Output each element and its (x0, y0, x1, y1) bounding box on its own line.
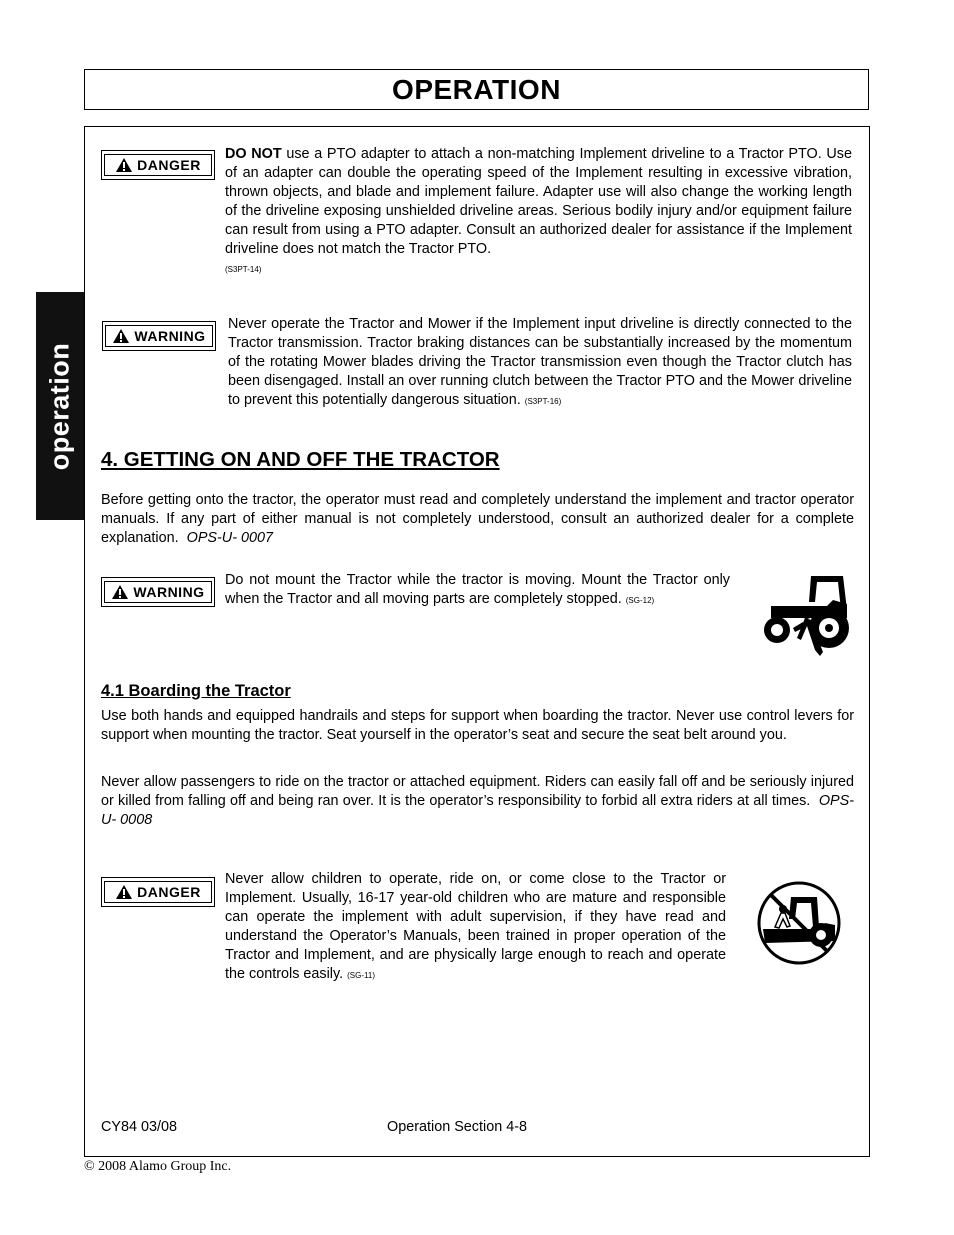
message-text: use a PTO adapter to attach a non-matching Implement driveline to a Tractor PTO. Use of an adapter can double the operating speed of the Implement resulting in excessive vibration, thrown objects, and blade and implement failure. Adapter use will also change the working length of the driveline exposing unshielded driveline areas. Serious bodily injury and/or equipment failure can result from using a PTO adapter. Consult an authorized dealer for assistance if the Implement driveline does not match the Tractor PTO. (225, 146, 852, 257)
paragraph-text: Before getting onto the tractor, the operator must read and completely understand the implement and tractor operator manuals. If any part of either manual is not completely understood, consult an authorized dealer for a complete explanation. (101, 492, 854, 546)
section-intro-paragraph (101, 491, 854, 548)
section-heading: 4. GETTING ON AND OFF THE TRACTOR (101, 448, 500, 471)
copyright-notice: © 2008 Alamo Group Inc. (84, 1159, 232, 1174)
warning-badge (101, 577, 215, 607)
boarding-paragraph-2 (101, 773, 854, 830)
danger-label: DANGER (137, 884, 201, 900)
subsection-heading: 4.1 Boarding the Tractor (101, 682, 291, 700)
content-frame (84, 126, 870, 1157)
danger-badge (101, 150, 215, 180)
page-header (84, 69, 869, 110)
paragraph-reference: OPS-U- 0008 (101, 793, 854, 828)
warning-badge (102, 321, 216, 351)
danger-message-pto-adapter (225, 145, 852, 279)
danger-label: DANGER (137, 157, 201, 173)
warning-message-driveline (228, 315, 852, 411)
message-text: Never allow children to operate, ride on, or come close to the Tractor or Implement. Usually, 16-17 year-old children who are mature and responsible can operate the implement with adult supervision, if they have read and understand the Operator’s Manuals, been trained in proper operation of the Tractor and Implement, and are physically large enough to reach and operate the controls easily. (225, 871, 726, 982)
paragraph-text: Never allow passengers to ride on the tractor or attached equipment. Riders can easily fall off and be seriously injured or killed from falling off and being ran over. It is the operator’s responsibility to forbid all extra riders at all times. (101, 774, 854, 809)
warning-label: WARNING (133, 584, 205, 600)
no-children-on-tractor-icon (755, 879, 843, 967)
alert-triangle-icon (112, 328, 130, 344)
paragraph-reference: OPS-U- 0007 (186, 530, 274, 546)
tractor-mount-hazard-icon (757, 570, 855, 662)
message-lead: DO NOT (225, 146, 282, 162)
message-text: Never operate the Tractor and Mower if the Implement input driveline is directly connected to the Tractor transmission. Tractor braking distances can be substantially increased by the momentum of the rotating Mower blades driving the Tractor transmission even though the Tractor clutch has been disengaged. Install an over running clutch between the Tractor PTO and the Mower driveline to prevent this potentially dangerous situation. (228, 316, 852, 408)
alert-triangle-icon (111, 584, 129, 600)
message-text: Do not mount the Tractor while the tractor is moving. Mount the Tractor only when the Tractor and all moving parts are completely stopped. (225, 572, 730, 607)
boarding-paragraph-1 (101, 707, 854, 745)
paragraph-text: Use both hands and equipped handrails and steps for support when boarding the tractor. Never use control levers for support when mounting the tractor. Seat yourself in the operator’s seat and secure the seat belt around you. (101, 708, 854, 743)
alert-triangle-icon (115, 884, 133, 900)
message-code: (S3PT-16) (524, 397, 562, 406)
danger-badge (101, 877, 215, 907)
message-code: (SG-12) (625, 596, 655, 605)
danger-message-children (225, 870, 726, 985)
alert-triangle-icon (115, 157, 133, 173)
page-title: OPERATION (392, 73, 561, 105)
warning-label: WARNING (134, 328, 206, 344)
message-code: (S3PT-14) (225, 265, 262, 274)
warning-message-mounting (225, 571, 730, 610)
side-tab-label: operation (44, 342, 75, 470)
footer-model-date: CY84 03/08 (101, 1119, 178, 1135)
side-tab (36, 292, 84, 520)
message-code: (SG-11) (347, 971, 375, 980)
footer-section-page: Operation Section 4-8 (387, 1119, 527, 1135)
